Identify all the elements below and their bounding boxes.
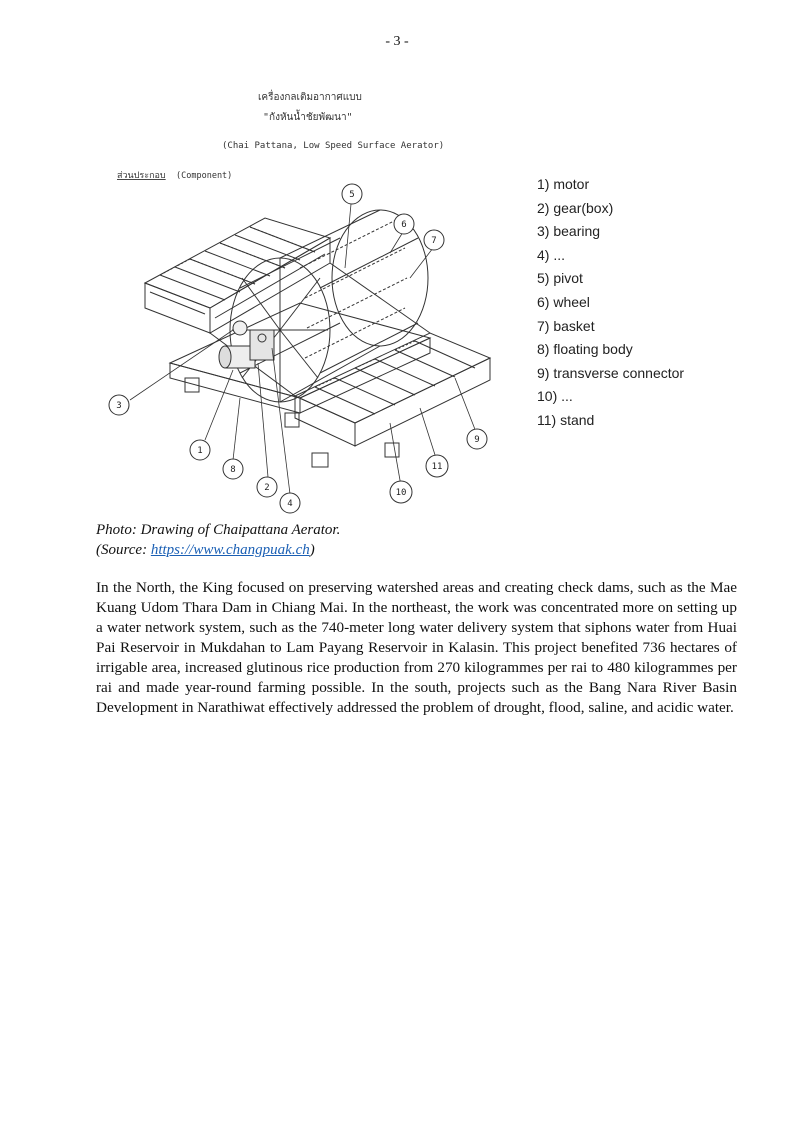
caption-line: Photo: Drawing of Chaipattana Aerator. bbox=[96, 522, 341, 538]
callout-3 bbox=[109, 395, 129, 415]
legend-item: 8) floating body bbox=[537, 341, 633, 358]
legend-item: 7) basket bbox=[537, 317, 595, 334]
callout-8 bbox=[223, 459, 243, 479]
legend-item: 6) wheel bbox=[537, 293, 590, 310]
callout-10 bbox=[390, 481, 412, 503]
callout-6 bbox=[394, 214, 414, 234]
bearing bbox=[233, 321, 247, 335]
legend-item: 11) stand bbox=[537, 411, 595, 428]
callout-11 bbox=[426, 455, 448, 477]
svg-text:7: 7 bbox=[431, 236, 437, 246]
svg-text:8: 8 bbox=[230, 465, 236, 475]
legend-item: 4) ... bbox=[537, 246, 566, 263]
callout-1 bbox=[190, 440, 210, 460]
svg-text:3: 3 bbox=[116, 401, 122, 411]
source-link[interactable]: https://www.changpuak.ch bbox=[150, 542, 310, 558]
svg-text:9: 9 bbox=[474, 435, 480, 445]
callout-4 bbox=[280, 493, 300, 513]
legend-item: 5) pivot bbox=[537, 270, 583, 287]
component-legend bbox=[537, 174, 684, 434]
svg-text:4: 4 bbox=[287, 499, 293, 509]
caption-source bbox=[96, 540, 340, 560]
callout-2 bbox=[257, 477, 277, 497]
component-heading-english: (Component) bbox=[176, 171, 233, 181]
svg-text:10: 10 bbox=[395, 488, 407, 498]
legend-item: 3) bearing bbox=[537, 223, 601, 240]
figure-title-english: (Chai Pattana, Low Speed Surface Aerator) bbox=[222, 141, 445, 151]
svg-text:6: 6 bbox=[401, 220, 407, 230]
svg-text:11: 11 bbox=[431, 462, 443, 472]
svg-text:1: 1 bbox=[197, 446, 203, 456]
aerator-drawing bbox=[100, 78, 520, 518]
component-heading-thai: ส่วนประกอบ bbox=[117, 171, 166, 181]
figure-caption bbox=[96, 520, 340, 560]
legend-item: 1) motor bbox=[537, 176, 590, 192]
body-paragraph: In the North, the King focused on preserving watershed areas and creating check dams, such as the Mae Kuang Udom Thara Dam in Chiang Mai. In the northeast, the work was concentrated more on setting up a water network system, such as the 740-meter long water delivery system that siphons water from Huai Pai Reservoir in Mukdahan to Lam Payang Reservoir in Kalasin. This project benefited 736 hectares of irrigable area, increased glutinous rice production from 270 kilogrammes per rai to 480 kilogrammes per rai and made year-round farming possible. In the south, projects such as the Bang Nara River Basin Development in Narathiwat effectively addressed the problem of drought, flood, saline, and acidic water. bbox=[96, 579, 737, 716]
page-number: - 3 - bbox=[385, 34, 409, 49]
legend-item: 10) ... bbox=[537, 388, 573, 405]
callout-9 bbox=[467, 429, 487, 449]
source-suffix: ) bbox=[309, 542, 315, 558]
callout-7 bbox=[424, 230, 444, 250]
source-prefix: (Source: bbox=[96, 542, 151, 558]
callout-5 bbox=[342, 184, 362, 204]
figure-title-thai-2: "กังหันน้ำชัยพัฒนา" bbox=[263, 112, 353, 123]
figure-title-thai: เครื่องกลเติมอากาศแบบ bbox=[258, 92, 362, 103]
svg-text:5: 5 bbox=[349, 190, 355, 200]
svg-text:2: 2 bbox=[264, 483, 270, 493]
legend-item: 9) transverse connector bbox=[537, 364, 685, 381]
legend-item: 2) gear(box) bbox=[537, 199, 614, 216]
